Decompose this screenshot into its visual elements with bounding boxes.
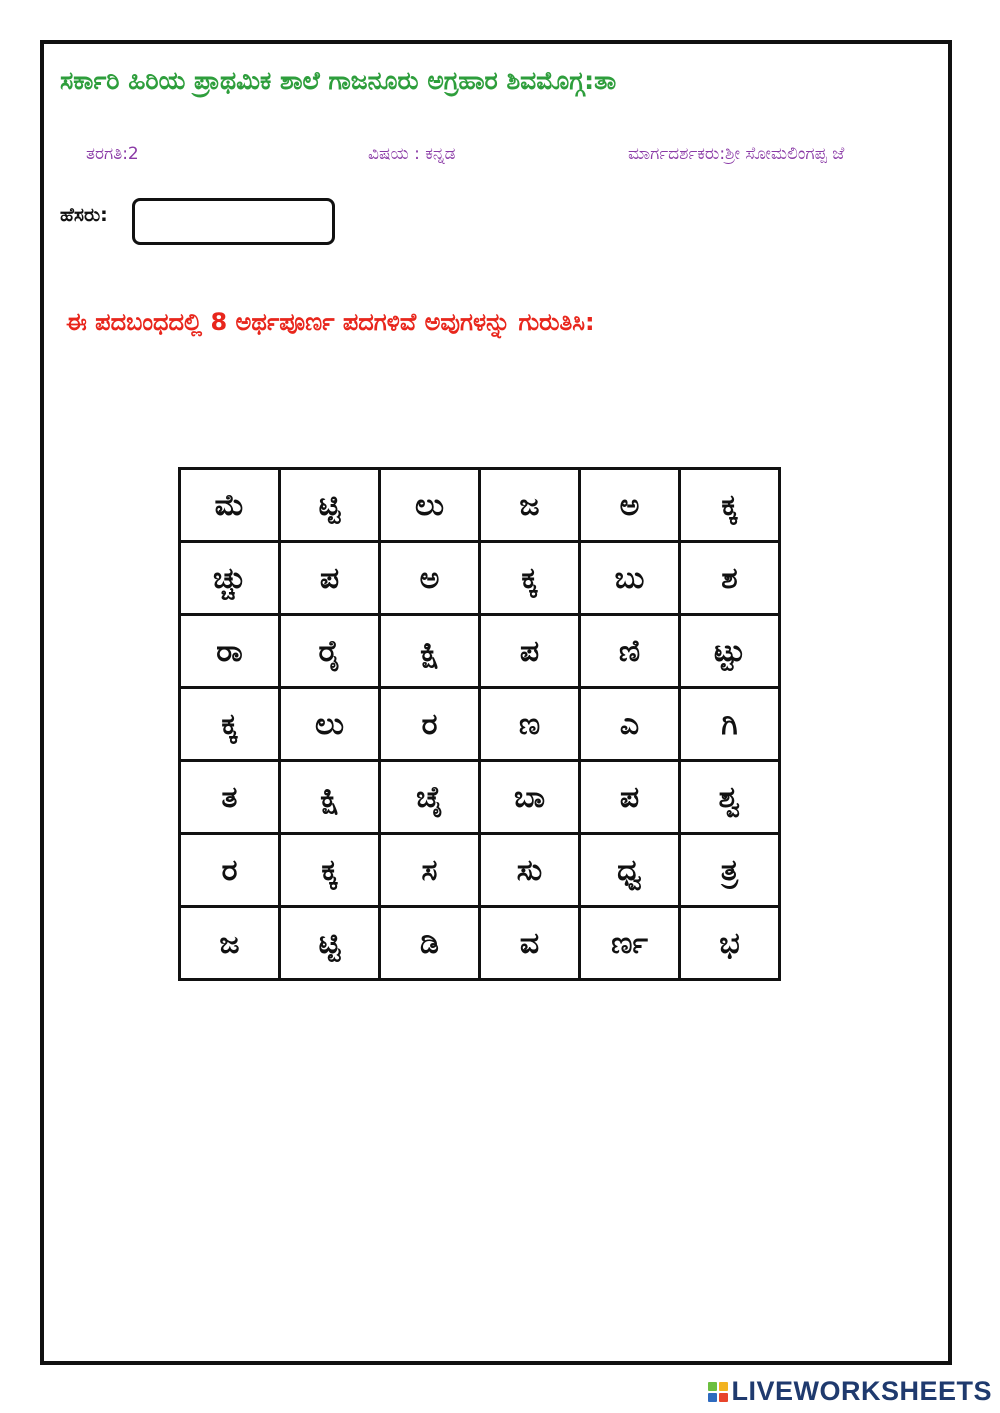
- grid-cell[interactable]: ಟ್ಟಿ: [280, 907, 380, 980]
- grid-cell[interactable]: ಪ: [480, 615, 580, 688]
- grid-row: [180, 834, 780, 907]
- grid-cell[interactable]: ಬಾ: [480, 761, 580, 834]
- grid-cell[interactable]: ಅ: [580, 469, 680, 542]
- grid-row: [180, 688, 780, 761]
- grid-cell[interactable]: ಧ್ವ: [580, 834, 680, 907]
- grid-cell[interactable]: ಕ್ಕ: [480, 542, 580, 615]
- grid-cell[interactable]: ಮೆ: [180, 469, 280, 542]
- school-title: ಸರ್ಕಾರಿ ಹಿರಿಯ ಪ್ರಾಥಮಿಕ ಶಾಲೆ ಗಾಜನೂರು ಅಗ್ರಹಾರ ಶಿವಮೊಗ್ಗ:ತಾ: [60, 66, 617, 95]
- grid-cell[interactable]: ಟ್ಟು: [680, 615, 780, 688]
- grid-cell[interactable]: ಕ್ಕ: [280, 834, 380, 907]
- grid-cell[interactable]: ಎ: [580, 688, 680, 761]
- grid-row: [180, 469, 780, 542]
- name-input[interactable]: [132, 198, 335, 245]
- grid-row: [180, 761, 780, 834]
- grid-cell[interactable]: ತ್ರ: [680, 834, 780, 907]
- grid-cell[interactable]: ಲು: [380, 469, 480, 542]
- grid-cell[interactable]: ಣಿ: [580, 615, 680, 688]
- grid-cell[interactable]: ಜ: [480, 469, 580, 542]
- grid-cell[interactable]: ಭ: [680, 907, 780, 980]
- class-label: ತರಗತಿ:2: [86, 144, 139, 164]
- grid-cell[interactable]: ಅ: [380, 542, 480, 615]
- grid-cell[interactable]: ಚೈ: [380, 761, 480, 834]
- grid-cell[interactable]: ಕ್ಷಿ: [280, 761, 380, 834]
- grid-cell[interactable]: ಪ: [280, 542, 380, 615]
- grid-cell[interactable]: ಗಿ: [680, 688, 780, 761]
- grid-row: [180, 615, 780, 688]
- word-search-grid: [178, 467, 781, 981]
- grid-cell[interactable]: ಸ: [380, 834, 480, 907]
- grid-cell[interactable]: ಕ್ಷಿ: [380, 615, 480, 688]
- grid-cell[interactable]: ವ: [480, 907, 580, 980]
- liveworksheets-logo-icon: [708, 1382, 728, 1402]
- grid-cell[interactable]: ಚ್ಚು: [180, 542, 280, 615]
- name-label: ಹೆಸರು:: [60, 204, 108, 226]
- brand-name: LIVEWORKSHEETS: [731, 1376, 992, 1406]
- grid-cell[interactable]: ಜ: [180, 907, 280, 980]
- grid-cell[interactable]: ರಾ: [180, 615, 280, 688]
- grid-cell[interactable]: ಕ್ಕ: [180, 688, 280, 761]
- grid-row: [180, 542, 780, 615]
- guide-label: ಮಾರ್ಗದರ್ಶಕರು:ಶ್ರೀ ಸೋಮಲಿಂಗಪ್ಪ ಜೆ: [628, 144, 845, 164]
- subject-label: ವಿಷಯ : ಕನ್ನಡ: [368, 144, 456, 164]
- grid-cell[interactable]: ರೈ: [280, 615, 380, 688]
- grid-cell[interactable]: ರ: [180, 834, 280, 907]
- grid-cell[interactable]: ಡಿ: [380, 907, 480, 980]
- grid-cell[interactable]: ರ: [380, 688, 480, 761]
- grid-cell[interactable]: ಟ್ಟಿ: [280, 469, 380, 542]
- grid-cell[interactable]: ಶ್ವ: [680, 761, 780, 834]
- grid-cell[interactable]: ಲು: [280, 688, 380, 761]
- instruction-text: ಈ ಪದಬಂಧದಲ್ಲಿ 8 ಅರ್ಥಪೂರ್ಣ ಪದಗಳಿವೆ ಅವುಗಳನ್ನು ಗುರುತಿಸಿ:: [66, 308, 595, 336]
- grid-cell[interactable]: ಪ: [580, 761, 680, 834]
- grid-cell[interactable]: ರ್ಣ: [580, 907, 680, 980]
- grid-cell[interactable]: ಶ: [680, 542, 780, 615]
- grid-row: [180, 907, 780, 980]
- grid-cell[interactable]: ಣ: [480, 688, 580, 761]
- liveworksheets-logo: [708, 1376, 992, 1407]
- grid-cell[interactable]: ಕ್ಕ: [680, 469, 780, 542]
- grid-cell[interactable]: ಸು: [480, 834, 580, 907]
- grid-cell[interactable]: ಬು: [580, 542, 680, 615]
- grid-cell[interactable]: ತ: [180, 761, 280, 834]
